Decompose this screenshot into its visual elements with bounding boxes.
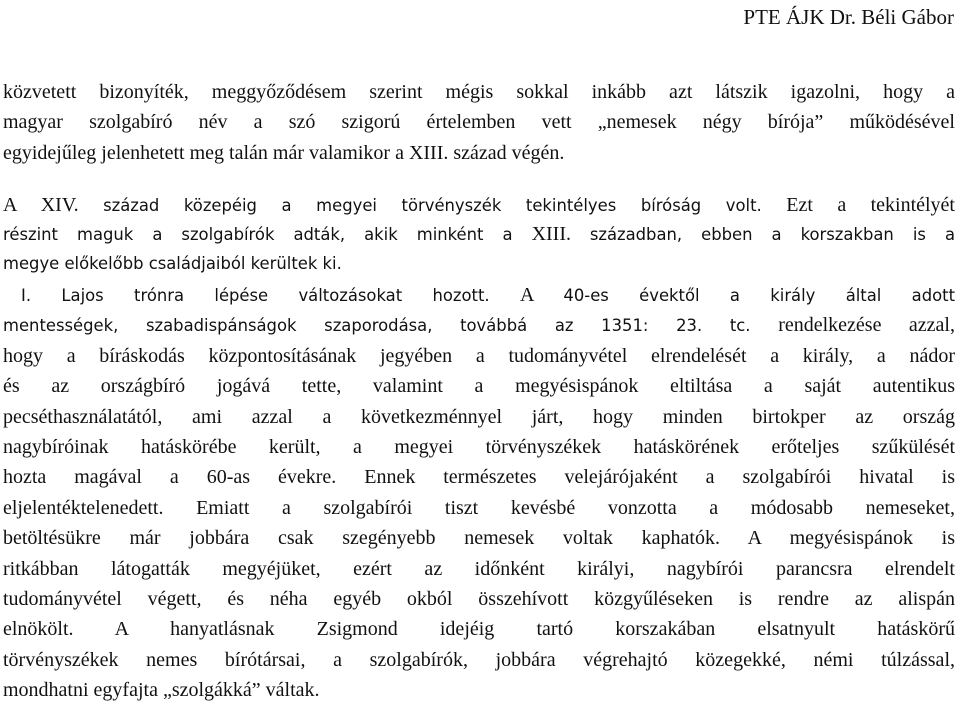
text-line [3, 645, 955, 675]
text-line [3, 432, 955, 462]
text-segment: Ezt a tekintélyét [786, 194, 955, 216]
text-segment: és az országbíró jogává tette, valamint a megyésispánok eltiltása a saját autentikus [3, 375, 955, 398]
text-line [3, 493, 955, 523]
text-line [3, 462, 955, 492]
text-segment: részint maguk a szolgabírók adták, akik minként a [3, 225, 532, 245]
text-line [3, 584, 955, 614]
text-line [3, 675, 955, 705]
text-segment: XIII. [531, 223, 590, 246]
text-line [3, 107, 955, 137]
text-segment: betöltésükre már jobbára csak szegényebb nemesek voltak kaphatók. A megyésispánok is [3, 527, 955, 550]
text-segment: hozta magával a 60-as évekre. Ennek természetes velejárójaként a szolgabírói hivatal is [3, 466, 955, 489]
text-segment: A XIV. [3, 194, 104, 216]
text-line [3, 371, 955, 401]
text-segment: tudományvétel végett, és néha egyéb okból összehívott közgyűléseken is rendre az alispán [3, 587, 955, 610]
text-line [3, 614, 955, 644]
text-segment: egyidejűleg jelenhetett meg talán már valamikor a XIII. század végén. [3, 141, 565, 164]
text-segment: törvényszékek nemes bírótársai, a szolgabírók, jobbára végrehajtó közegekké, némi túlzással, [3, 648, 955, 671]
text-segment: rendelkezése azzal, [778, 314, 955, 337]
text-segment: nagybíróinak hatáskörébe került, a megyei törvényszékek hatáskörének erőteljes szűkülését [3, 435, 955, 458]
paragraph-3 [3, 280, 955, 705]
text-segment: elnökölt. A hanyatlásnak Zsigmond idejéig tartó korszakában elsatnyult hatáskörű [3, 618, 955, 641]
text-segment: közvetett bizonyíték, meggyőződésem szerint mégis sokkal inkább azt látszik igazolni, hogy a [3, 81, 955, 103]
text-segment: A [519, 284, 564, 306]
text-line [3, 280, 955, 310]
text-segment: eljelentéktelenedett. Emiatt a szolgabírói tiszt kevésbé vonzotta a módosabb nemeseket, [3, 496, 955, 519]
text-segment: megye előkelőbb családjaiból kerültek ki. [3, 254, 342, 274]
text-segment: század közepéig a megyei törvényszék tekintélyes bíróság volt. [103, 196, 787, 215]
text-line [3, 523, 955, 553]
text-line [3, 191, 955, 220]
text-line [3, 77, 955, 107]
text-segment: I. Lajos trónra lépése változásokat hozott. [21, 286, 520, 305]
paragraph-1 [3, 77, 955, 168]
text-line [3, 310, 955, 340]
text-segment: 40-es évektől a király által adott [563, 286, 955, 305]
text-line [3, 402, 955, 432]
text-line [3, 554, 955, 584]
text-segment: magyar szolgabíró név a szó szigorú értelemben vett „nemesek négy bírója” működésével [3, 111, 955, 134]
text-line [3, 249, 955, 278]
text-line [3, 220, 955, 249]
text-segment: ritkábban látogatták megyéjüket, ezért az időnként királyi, nagybírói parancsra elrendelt [3, 557, 955, 580]
text-segment: mentességek, szabadispánságok szaporodása, továbbá az 1351: 23. tc. [3, 316, 779, 336]
text-segment: században, ebben a korszakban is a [589, 225, 955, 245]
page-header: PTE ÁJK Dr. Béli Gábor [743, 5, 954, 29]
paragraph-2 [3, 191, 955, 279]
text-segment: mondhatni egyfajta „szolgákká” váltak. [3, 679, 320, 702]
text-segment: pecséthasználatától, ami azzal a következménnyel járt, hogy minden birtokper az ország [3, 405, 955, 428]
text-line [3, 138, 955, 168]
text-line [3, 341, 955, 371]
text-segment: hogy a bíráskodás központosításának jegyében a tudományvétel elrendelését a király, a nádor [3, 344, 955, 367]
